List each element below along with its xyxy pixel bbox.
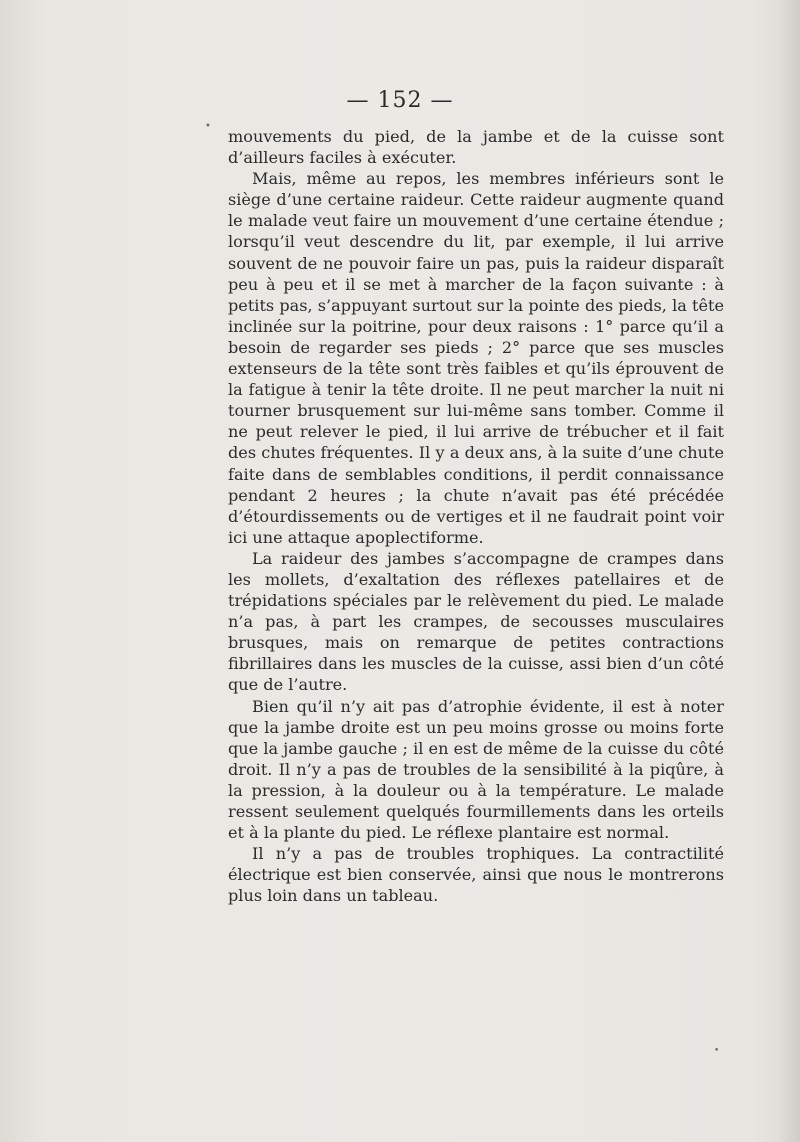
page-number: — 152 — (346, 88, 454, 113)
page-edge-shadow (778, 0, 800, 1142)
paragraph: Il n’y a pas de troubles trophiques. La contractilité électrique est bien conservée, ainsi que nous le montrerons plus loin dans un tableau. (228, 844, 724, 906)
paragraph-continuation: mouvements du pied, de la jambe et de la cuisse sont d’ailleurs faciles à exécuter. (228, 127, 724, 168)
margin-mark: • (714, 1046, 720, 1056)
body-text (228, 126, 724, 906)
margin-mark: • (205, 121, 211, 132)
paragraph: Mais, même au repos, les membres inférieurs sont le siège d’une certaine raideur. Cette raideur augmente quand le malade veut faire un mouvement d’une certaine étendue ; lorsqu’il veut descendre du lit, par exemple, il lui arrive souvent de ne pouvoir faire un pas, puis la raideur disparaît peu à peu et il se met à marcher de la façon suivante : à petits pas, s’appuyant surtout sur la pointe des pieds, la tête inclinée sur la poitrine, pour deux raisons : 1° parce qu’il a besoin de regarder ses pieds ; 2° parce que ses muscles extenseurs de la tête sont très faibles et qu’ils éprouvent de la fatigue à tenir la tête droite. Il ne peut marcher la nuit ni tourner brusquement sur lui-même sans tomber. Comme il ne peut relever le pied, il lui arrive de trébucher et il fait des chutes fréquentes. Il y a deux ans, à la suite d’une chute faite dans de semblables conditions, il perdit connaissance pendant 2 heures ; la chute n’avait pas été précédée d’étourdissements ou de vertiges et il ne faudrait point voir ici une attaque apoplectiforme. (228, 169, 724, 547)
paragraph: Bien qu’il n’y ait pas d’atrophie évidente, il est à noter que la jambe droite est un peu moins grosse ou moins forte que la jambe gauche ; il en est de même de la cuisse du côté droit. Il n’y a pas de troubles de la sensibilité à la piqûre, à la pression, à la douleur ou à la température. Le malade ressent seulement quelqués fourmillements dans les orteils et à la plante du pied. Le réflexe plantaire est normal. (228, 696, 724, 843)
paragraph: La raideur des jambes s’accompagne de crampes dans les mollets, d’exaltation des réflexes patellaires et de trépidations spéciales par le relèvement du pied. Le malade n’a pas, à part les crampes, de secousses musculaires brusques, mais on remarque de petites contractions fibrillaires dans les muscles de la cuisse, assi bien d’un côté que de l’autre. (228, 548, 724, 695)
